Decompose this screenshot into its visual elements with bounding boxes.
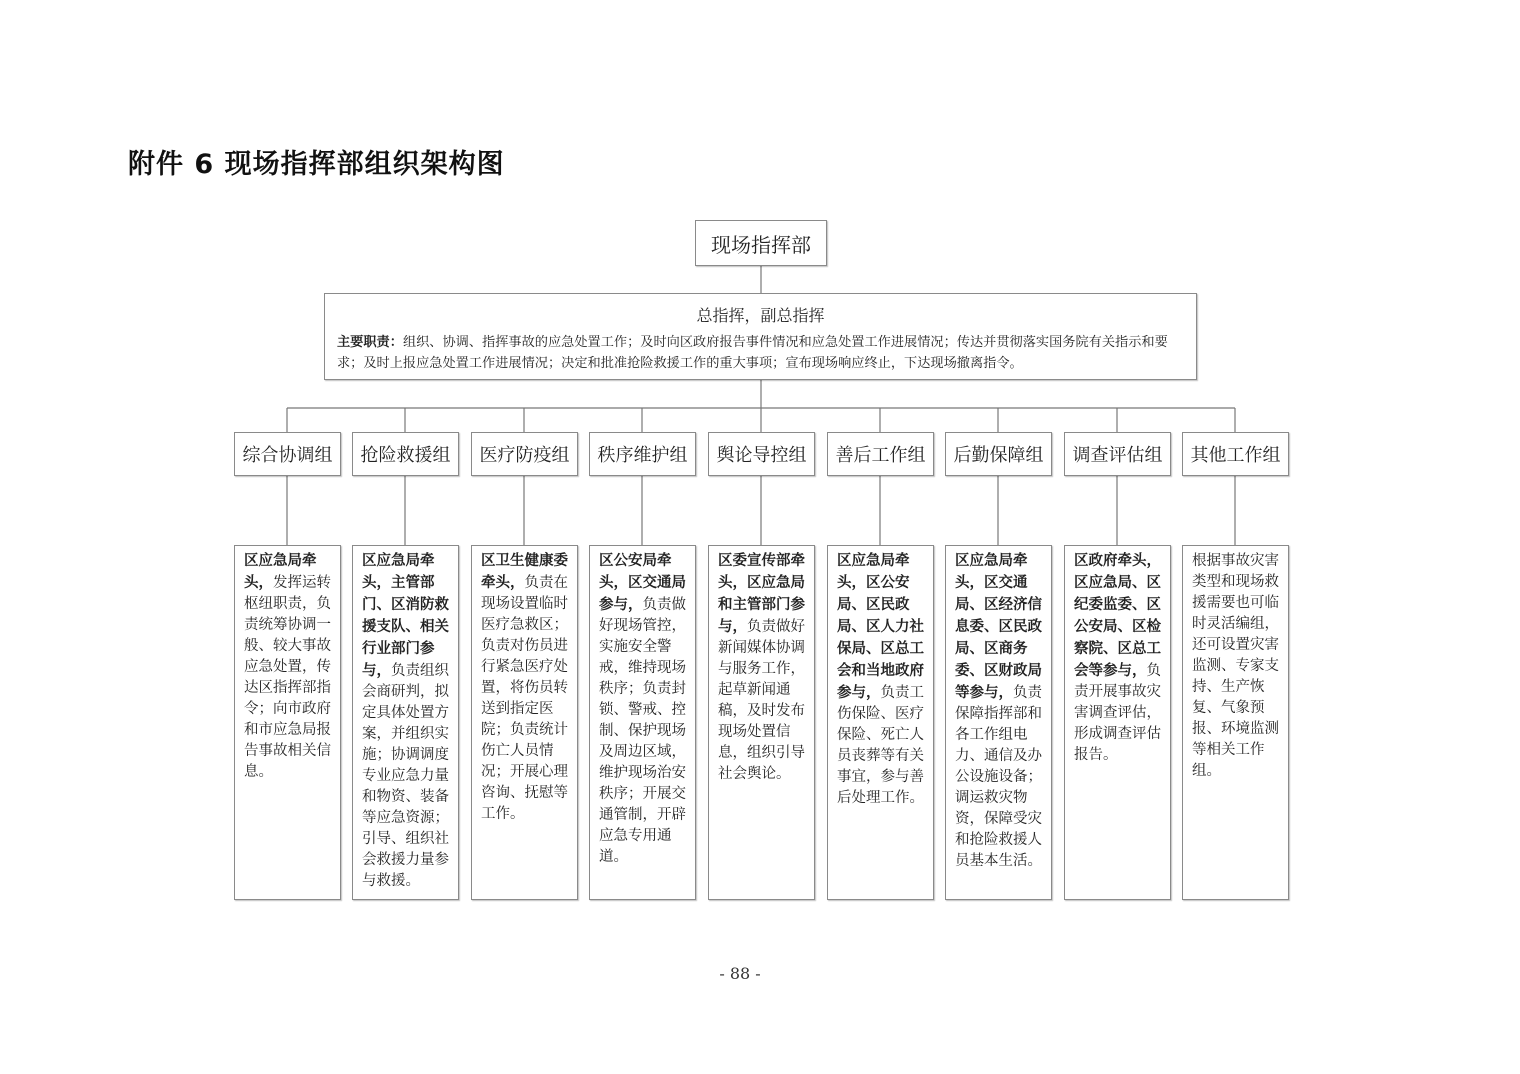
- duty-text: 负责组织会商研判，拟定具体处置方案，并组织实施；协调调度专业应急力量和物资、装备等应急资源；引导、组织社会救援力量参与救援。: [362, 663, 449, 889]
- duty-node-6: [827, 545, 934, 900]
- duty-node-4: [589, 545, 696, 900]
- group-node-7: [945, 432, 1052, 476]
- duty-lead: 区应急局牵头，主管部门、区消防救援支队、相关行业部门参与，: [362, 552, 449, 679]
- page-title: 附件 6 现场指挥部组织架构图: [128, 149, 505, 180]
- command-duties-text: 组织、协调、指挥事故的应急处置工作；及时向区政府报告事件情况和应急处置工作进展情况；传达并贯彻落实国务院有关指示和要求；及时上报应急处置工作进展情况；决定和批准抢险救援工作的重大事项；宣布现场响应终止，下达现场撤离指令。: [337, 335, 1168, 371]
- duty-lead: 区卫生健康委牵头，: [481, 552, 568, 591]
- group-name: 善后工作组: [835, 445, 926, 466]
- group-name: 抢险救援组: [360, 445, 451, 466]
- command-duties: [337, 332, 1188, 374]
- duty-lead: 区应急局牵头，区公安局、区民政局、区人力社保局、区总工会和当地政府参与，: [837, 552, 924, 701]
- duty-text: 发挥运转枢纽职责，负责统筹协调一般、较大事故应急处置，传达区指挥部指令；向市政府和市应急局报告事故相关信息。: [244, 575, 331, 780]
- duty-text: 负责在现场设置临时医疗急救区；负责对伤员进行紧急医疗处置，将伤员转送到指定医院；负责统计伤亡人员情况；开展心理咨询、抚慰等工作。: [481, 575, 568, 822]
- group-node-8: [1064, 432, 1171, 476]
- group-node-9: [1182, 432, 1289, 476]
- group-name: 秩序维护组: [597, 445, 688, 466]
- duty-lead: 区公安局牵头，区交通局参与，: [599, 552, 686, 613]
- group-node-3: [471, 432, 578, 476]
- root-node: [695, 220, 827, 266]
- duty-node-2: [352, 545, 459, 900]
- duty-node-1: [234, 545, 341, 900]
- page-number: - 88 -: [719, 964, 761, 983]
- group-name: 综合协调组: [242, 445, 333, 466]
- root-node-label: 现场指挥部: [711, 232, 811, 257]
- duty-lead: 区委宣传部牵头，区应急局和主管部门参与，: [718, 552, 805, 635]
- duty-node-9: [1182, 545, 1289, 900]
- duty-node-5: [708, 545, 815, 900]
- duty-lead: 区应急局牵头，区交通局、区经济信息委、区民政局、区商务委、区财政局等参与，: [955, 552, 1042, 701]
- duty-node-3: [471, 545, 578, 900]
- duty-node-8: [1064, 545, 1171, 900]
- group-node-5: [708, 432, 815, 476]
- group-name: 调查评估组: [1072, 445, 1163, 466]
- duty-text: 负责工伤保险、医疗保险、死亡人员丧葬等有关事宜，参与善后处理工作。: [837, 685, 924, 806]
- group-name: 舆论导控组: [716, 445, 807, 466]
- group-name: 其他工作组: [1190, 445, 1281, 466]
- duty-text: 负责保障指挥部和各工作组电力、通信及办公设施设备；调运救灾物资，保障受灾和抢险救援人员基本生活。: [955, 685, 1042, 869]
- duty-text: 负责做好新闻媒体协调与服务工作，起草新闻通稿，及时发布现场处置信息，组织引导社会舆论。: [718, 619, 805, 782]
- duty-lead: 区应急局牵头，: [244, 552, 317, 591]
- group-node-1: [234, 432, 341, 476]
- group-node-4: [589, 432, 696, 476]
- duty-node-7: [945, 545, 1052, 900]
- command-node: [324, 293, 1197, 380]
- group-node-6: [827, 432, 934, 476]
- duty-text: 根据事故灾害类型和现场救援需要也可临时灵活编组，还可设置灾害监测、专家支持、生产恢复、气象预报、环境监测等相关工作组。: [1192, 553, 1279, 779]
- duty-text: 负责做好现场管控，实施安全警戒，维持现场秩序；负责封锁、警戒、控制、保护现场及周边区域，维护现场治安秩序；开展交通管制，开辟应急专用通道。: [599, 597, 686, 865]
- command-duties-label: 主要职责：: [337, 335, 403, 350]
- command-title: 总指挥，副总指挥: [696, 306, 825, 325]
- duty-text: 负责开展事故灾害调查评估，形成调查评估报告。: [1074, 663, 1161, 763]
- group-name: 后勤保障组: [953, 445, 1044, 466]
- duty-lead: 区政府牵头，区应急局、区纪委监委、区公安局、区检察院、区总工会等参与，: [1074, 552, 1161, 679]
- group-node-2: [352, 432, 459, 476]
- group-name: 医疗防疫组: [479, 445, 570, 466]
